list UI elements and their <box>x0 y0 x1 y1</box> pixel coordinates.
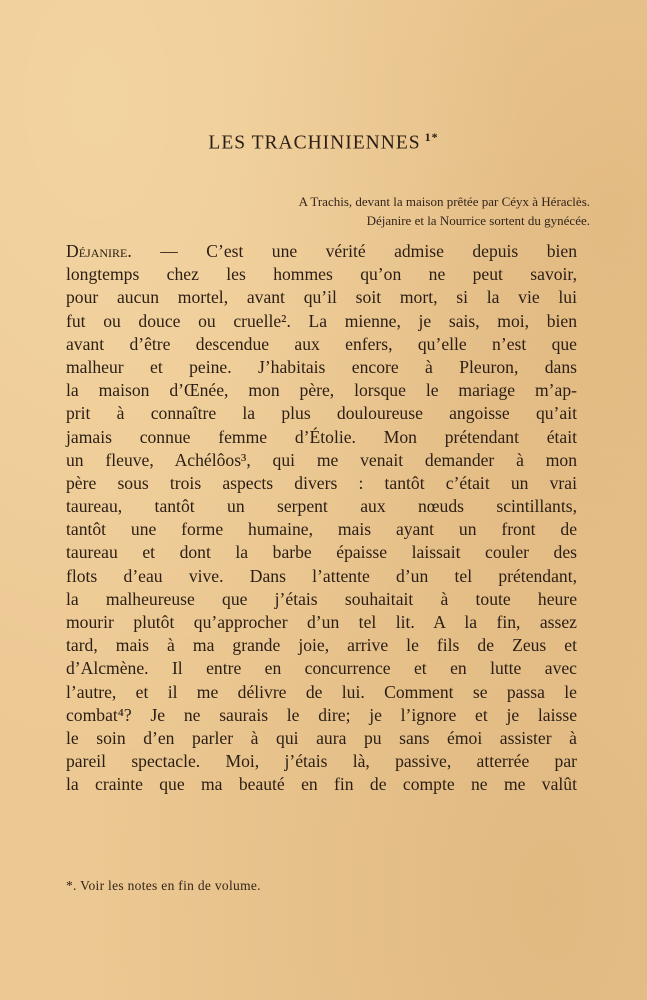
text-line: la maison d’Œnée, mon père, lorsque le mariage m’ap- <box>66 380 577 401</box>
text-line: tantôt une forme humaine, mais ayant un front de <box>66 519 577 540</box>
text-line: d’Alcmène. Il entre en concurrence et en lutte avec <box>66 658 577 679</box>
text-line: prit à connaître la plus douloureuse angoisse qu’ait <box>66 403 577 424</box>
text-line: pour aucun mortel, avant qu’il soit mort, si la vie lui <box>66 287 577 308</box>
text-line: le soin d’en parler à qui aura pu sans émoi assister à <box>66 727 577 748</box>
title-note-marker: 1* <box>424 130 439 144</box>
stage-direction <box>150 192 590 230</box>
text-line: père sous trois aspects divers : tantôt c’était un vrai <box>66 472 577 493</box>
text-line: mourir plutôt qu’approcher d’un tel lit. A la fin, assez <box>66 612 577 632</box>
page-title <box>0 130 647 155</box>
text-line: avant d’être descendue aux enfers, qu’elle n’est que <box>66 333 577 354</box>
text-line: un fleuve, Achélôos³, qui me venait demander à mon <box>66 449 577 470</box>
stage-direction-line: Déjanire et la Nourrice sortent du gynécée. <box>366 213 590 228</box>
footnote: *. Voir les notes en fin de volume. <box>66 878 261 893</box>
text-line: fut ou douce ou cruelle². La mienne, je sais, moi, bien <box>66 310 577 331</box>
stage-direction-line: A Trachis, devant la maison prêtée par Céyx à Héraclès. <box>298 194 590 209</box>
text-line: longtemps chez les hommes qu’on ne peut savoir, <box>66 264 577 285</box>
text-line: la crainte que ma beauté en fin de compte ne me valût <box>66 774 577 795</box>
text-line-content: — C’est une vérité admise depuis bien <box>131 241 577 261</box>
text-line: pareil spectacle. Moi, j’étais là, passive, atterrée par <box>66 751 577 772</box>
text-line: jamais connue femme d’Étolie. Mon prétendant était <box>66 426 577 447</box>
text-line <box>66 240 577 263</box>
text-line: taureau et dont la barbe épaisse laissait couler des <box>66 542 577 563</box>
text-line: la malheureuse que j’étais souhaitait à toute heure <box>66 588 577 609</box>
text-line: malheur et peine. J’habitais encore à Pleuron, dans <box>66 356 577 377</box>
dialogue-text <box>66 240 577 797</box>
title-text: LES TRACHINIENNES <box>208 132 421 154</box>
text-line: combat⁴? Je ne saurais le dire; je l’ignore et je laisse <box>66 704 577 725</box>
text-line: l’autre, et il me délivre de lui. Comment se passa le <box>66 681 577 702</box>
text-line: tard, mais à ma grande joie, arrive le fils de Zeus et <box>66 635 577 656</box>
speaker-name: Déjanire. <box>66 241 132 261</box>
text-line: flots d’eau vive. Dans l’attente d’un tel prétendant, <box>66 565 577 586</box>
text-line: taureau, tantôt un serpent aux nœuds scintillants, <box>66 496 577 517</box>
